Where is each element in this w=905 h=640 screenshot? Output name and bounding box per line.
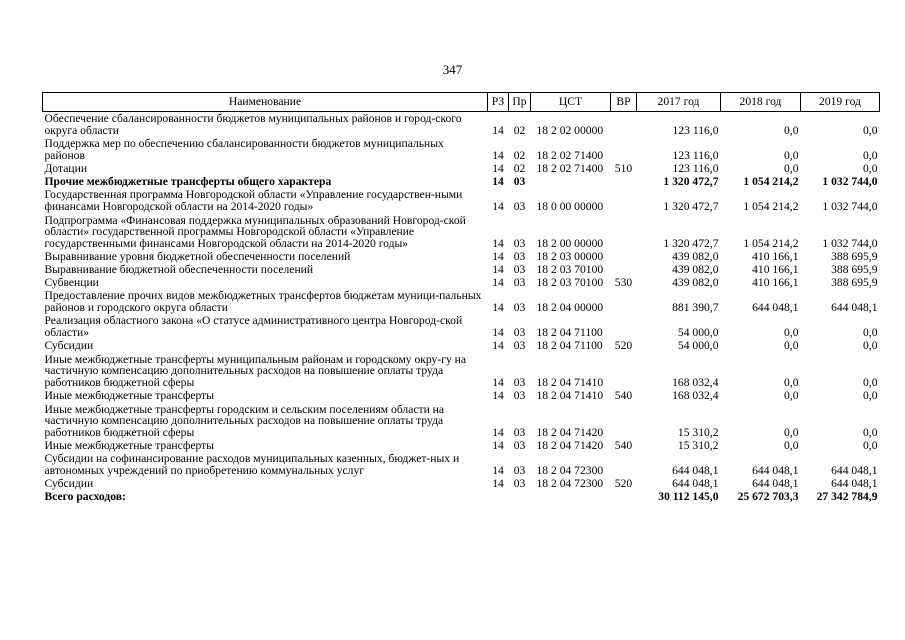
row-2019: 1 032 744,0	[822, 236, 878, 250]
row-cst: 18 2 04 71410	[536, 388, 604, 402]
row-2017: 439 082,0	[672, 249, 719, 263]
table-header-row	[43, 93, 880, 112]
row-pr: 03	[513, 300, 526, 314]
row-name: Прочие межбюджетные трансферты общего характера	[44, 174, 332, 188]
table-row	[43, 477, 880, 490]
row-pr: 03	[513, 325, 526, 339]
row-name: Поддержка мер по обеспечению сбалансированности бюджетов муниципальных районов	[44, 137, 444, 162]
table-row	[43, 339, 880, 352]
row-2019: 644 048,1	[831, 463, 878, 477]
row-rz: 14	[492, 199, 504, 213]
row-name: Всего расходов:	[44, 489, 126, 503]
row-rz: 14	[492, 300, 504, 314]
row-rz: 14	[492, 463, 504, 477]
row-2018: 644 048,1	[752, 476, 799, 490]
row-rz: 14	[492, 262, 504, 276]
row-pr: 03	[513, 249, 526, 263]
row-name: Иные межбюджетные трансферты городским и сельским поселениям области на частичную компенсацию дополнительных расходов на повышение оплаты труда работников бюджетной сферы	[44, 402, 445, 439]
row-name: Иные межбюджетные трансферты муниципальным районам и городскому окру-гу на частичную компенсацию дополнительных расходов на повышение оплаты труда работников бюджетной сферы	[44, 352, 467, 389]
row-name: Дотации	[44, 161, 88, 175]
row-vr	[611, 263, 637, 276]
row-2017: 168 032,4	[672, 375, 719, 389]
header-rz: РЗ	[488, 93, 509, 112]
table-row	[43, 137, 880, 162]
row-vr	[611, 490, 637, 503]
row-2017: 123 116,0	[672, 123, 719, 137]
row-pr: 03	[513, 236, 526, 250]
row-vr: 510	[614, 161, 633, 175]
row-name: Государственная программа Новгородской области «Управление государствен-ными финансами Новгородской области на 2014-2020 годы»	[44, 188, 463, 213]
budget-table	[42, 92, 880, 503]
header-vr: ВР	[611, 93, 637, 112]
row-name: Подпрограмма «Финансовая поддержка муниципальных образований Новгород-ской области» государственной программы Новгородской области «Управление государственными финансами Новгородской области на 2014-2020 годы»	[44, 213, 466, 250]
row-2018: 0,0	[784, 338, 799, 352]
row-name: Субсидии	[44, 476, 94, 490]
row-rz: 14	[492, 275, 504, 289]
row-2018: 1 054 214,2	[743, 174, 799, 188]
table-row	[43, 188, 880, 213]
row-rz: 14	[492, 236, 504, 250]
row-vr: 540	[614, 438, 633, 452]
table-row	[43, 263, 880, 276]
row-vr	[611, 352, 637, 389]
row-name: Предоставление прочих видов межбюджетных трансфертов бюджетам муници-пальных районов и городского округа области	[44, 289, 482, 314]
row-2017: 123 116,0	[672, 148, 719, 162]
row-rz: 14	[492, 375, 504, 389]
row-pr: 03	[513, 425, 526, 439]
row-vr	[611, 289, 637, 314]
table-row	[43, 314, 880, 339]
row-2017: 123 116,0	[672, 161, 719, 175]
row-2018: 0,0	[784, 325, 799, 339]
table-row	[43, 402, 880, 439]
row-2018: 1 054 214,2	[743, 236, 799, 250]
row-rz: 14	[492, 161, 504, 175]
row-cst: 18 0 00 00000	[536, 199, 604, 213]
row-pr: 03	[513, 275, 526, 289]
table-row	[43, 162, 880, 175]
table-total-row	[43, 490, 880, 503]
row-2018: 0,0	[784, 375, 799, 389]
row-2017: 644 048,1	[672, 463, 719, 477]
row-2019: 388 695,9	[831, 275, 878, 289]
row-2019: 0,0	[863, 388, 878, 402]
row-2017: 168 032,4	[672, 388, 719, 402]
row-pr	[509, 490, 531, 503]
row-name: Реализация областного закона «О статусе административного центра Новгород-ской области»	[44, 314, 463, 339]
row-2019: 27 342 784,9	[816, 489, 878, 503]
row-pr: 03	[513, 375, 526, 389]
row-cst: 18 2 04 71100	[536, 325, 603, 339]
row-2017: 54 000,0	[677, 325, 719, 339]
row-name: Субсидии на софинансирование расходов муниципальных казенных, бюджет-ных и автономных учреждений по приобретению коммунальных услуг	[44, 452, 460, 477]
row-vr	[611, 314, 637, 339]
row-2017: 1 320 472,7	[663, 236, 719, 250]
row-name: Иные межбюджетные трансферты	[44, 388, 215, 402]
row-cst: 18 2 04 71410	[536, 375, 604, 389]
row-2018: 0,0	[784, 388, 799, 402]
row-2019: 1 032 744,0	[822, 199, 878, 213]
row-vr	[611, 402, 637, 439]
row-2017: 54 000,0	[677, 338, 719, 352]
header-2017: 2017 год	[637, 93, 721, 112]
table-row	[43, 112, 880, 138]
row-2017: 439 082,0	[672, 275, 719, 289]
row-rz: 14	[492, 476, 504, 490]
header-cst: ЦСТ	[531, 93, 611, 112]
row-vr: 520	[614, 338, 633, 352]
row-2018: 0,0	[784, 123, 799, 137]
row-pr: 03	[513, 174, 526, 188]
row-vr: 520	[614, 476, 633, 490]
row-2018: 0,0	[784, 438, 799, 452]
row-2019: 388 695,9	[831, 262, 878, 276]
row-2019: 0,0	[863, 161, 878, 175]
row-2018: 1 054 214,2	[743, 199, 799, 213]
row-vr: 530	[614, 275, 633, 289]
row-2018: 25 672 703,3	[737, 489, 799, 503]
row-2018: 410 166,1	[752, 262, 799, 276]
table-row	[43, 452, 880, 477]
table-row	[43, 276, 880, 289]
row-name: Выравнивание уровня бюджетной обеспеченности поселений	[44, 249, 351, 263]
row-vr	[611, 213, 637, 250]
row-2017: 15 310,2	[677, 425, 719, 439]
row-2018: 0,0	[784, 425, 799, 439]
row-2017: 30 112 145,0	[658, 489, 719, 503]
table-row	[43, 250, 880, 263]
row-cst: 18 2 04 72300	[536, 476, 604, 490]
row-name: Субсидии	[44, 338, 94, 352]
header-name: Наименование	[43, 93, 488, 112]
row-2019: 0,0	[863, 438, 878, 452]
row-2017: 881 390,7	[672, 300, 719, 314]
row-vr: 540	[614, 388, 633, 402]
row-2019: 644 048,1	[831, 476, 878, 490]
row-cst: 18 2 02 00000	[536, 123, 604, 137]
row-cst: 18 2 04 71420	[536, 425, 604, 439]
row-rz: 14	[492, 388, 504, 402]
row-rz: 14	[492, 174, 504, 188]
row-rz: 14	[492, 148, 504, 162]
row-2019: 0,0	[863, 325, 878, 339]
row-cst: 18 2 02 71400	[536, 161, 604, 175]
header-2019: 2019 год	[801, 93, 880, 112]
row-cst: 18 2 03 70100	[536, 262, 604, 276]
row-pr: 03	[513, 476, 526, 490]
row-rz: 14	[492, 249, 504, 263]
row-vr	[611, 112, 637, 138]
row-2017: 15 310,2	[677, 438, 719, 452]
row-vr	[611, 250, 637, 263]
row-pr: 02	[513, 161, 526, 175]
row-rz: 14	[492, 438, 504, 452]
row-2019: 0,0	[863, 123, 878, 137]
row-2019: 0,0	[863, 425, 878, 439]
row-cst	[531, 175, 611, 188]
row-cst: 18 2 04 71100	[536, 338, 603, 352]
row-vr	[611, 137, 637, 162]
row-cst: 18 2 02 71400	[536, 148, 604, 162]
row-name: Выравнивание бюджетной обеспеченности поселений	[44, 262, 314, 276]
row-2018: 0,0	[784, 148, 799, 162]
header-pr: Пр	[509, 93, 531, 112]
row-cst: 18 2 03 00000	[536, 249, 604, 263]
row-2017: 439 082,0	[672, 262, 719, 276]
row-cst: 18 2 00 00000	[536, 236, 604, 250]
row-rz: 14	[492, 325, 504, 339]
row-pr: 03	[513, 388, 526, 402]
row-name: Иные межбюджетные трансферты	[44, 438, 215, 452]
row-vr	[611, 175, 637, 188]
table-row	[43, 175, 880, 188]
row-cst: 18 2 04 71420	[536, 438, 604, 452]
row-2018: 410 166,1	[752, 249, 799, 263]
row-rz: 14	[492, 338, 504, 352]
row-2019: 1 032 744,0	[822, 174, 878, 188]
row-2019: 388 695,9	[831, 249, 878, 263]
row-pr: 02	[513, 148, 526, 162]
row-rz: 14	[492, 425, 504, 439]
table-row	[43, 213, 880, 250]
row-cst: 18 2 03 70100	[536, 275, 604, 289]
row-pr: 03	[513, 199, 526, 213]
page-number: 347	[442, 62, 463, 77]
row-2018: 644 048,1	[752, 463, 799, 477]
row-cst: 18 2 04 72300	[536, 463, 604, 477]
table-row	[43, 389, 880, 402]
row-cst	[531, 490, 611, 503]
row-2017: 1 320 472,7	[663, 174, 719, 188]
table-row	[43, 289, 880, 314]
row-rz: 14	[492, 123, 504, 137]
row-2019: 0,0	[863, 148, 878, 162]
row-2018: 0,0	[784, 161, 799, 175]
row-pr: 03	[513, 338, 526, 352]
row-2019: 644 048,1	[831, 300, 878, 314]
table-row	[43, 352, 880, 389]
row-vr	[611, 452, 637, 477]
row-name: Обеспечение сбалансированности бюджетов муниципальных районов и город-ского округа области	[44, 112, 462, 137]
row-2018: 644 048,1	[752, 300, 799, 314]
row-vr	[611, 188, 637, 213]
row-rz	[488, 490, 509, 503]
row-pr: 02	[513, 123, 526, 137]
row-2017: 644 048,1	[672, 476, 719, 490]
row-2017: 1 320 472,7	[663, 199, 719, 213]
row-pr: 03	[513, 438, 526, 452]
row-2018: 410 166,1	[752, 275, 799, 289]
row-2019: 0,0	[863, 375, 878, 389]
row-cst: 18 2 04 00000	[536, 300, 604, 314]
row-2019: 0,0	[863, 338, 878, 352]
row-pr: 03	[513, 262, 526, 276]
row-name: Субвенции	[44, 275, 99, 289]
row-pr: 03	[513, 463, 526, 477]
header-2018: 2018 год	[721, 93, 801, 112]
table-row	[43, 439, 880, 452]
